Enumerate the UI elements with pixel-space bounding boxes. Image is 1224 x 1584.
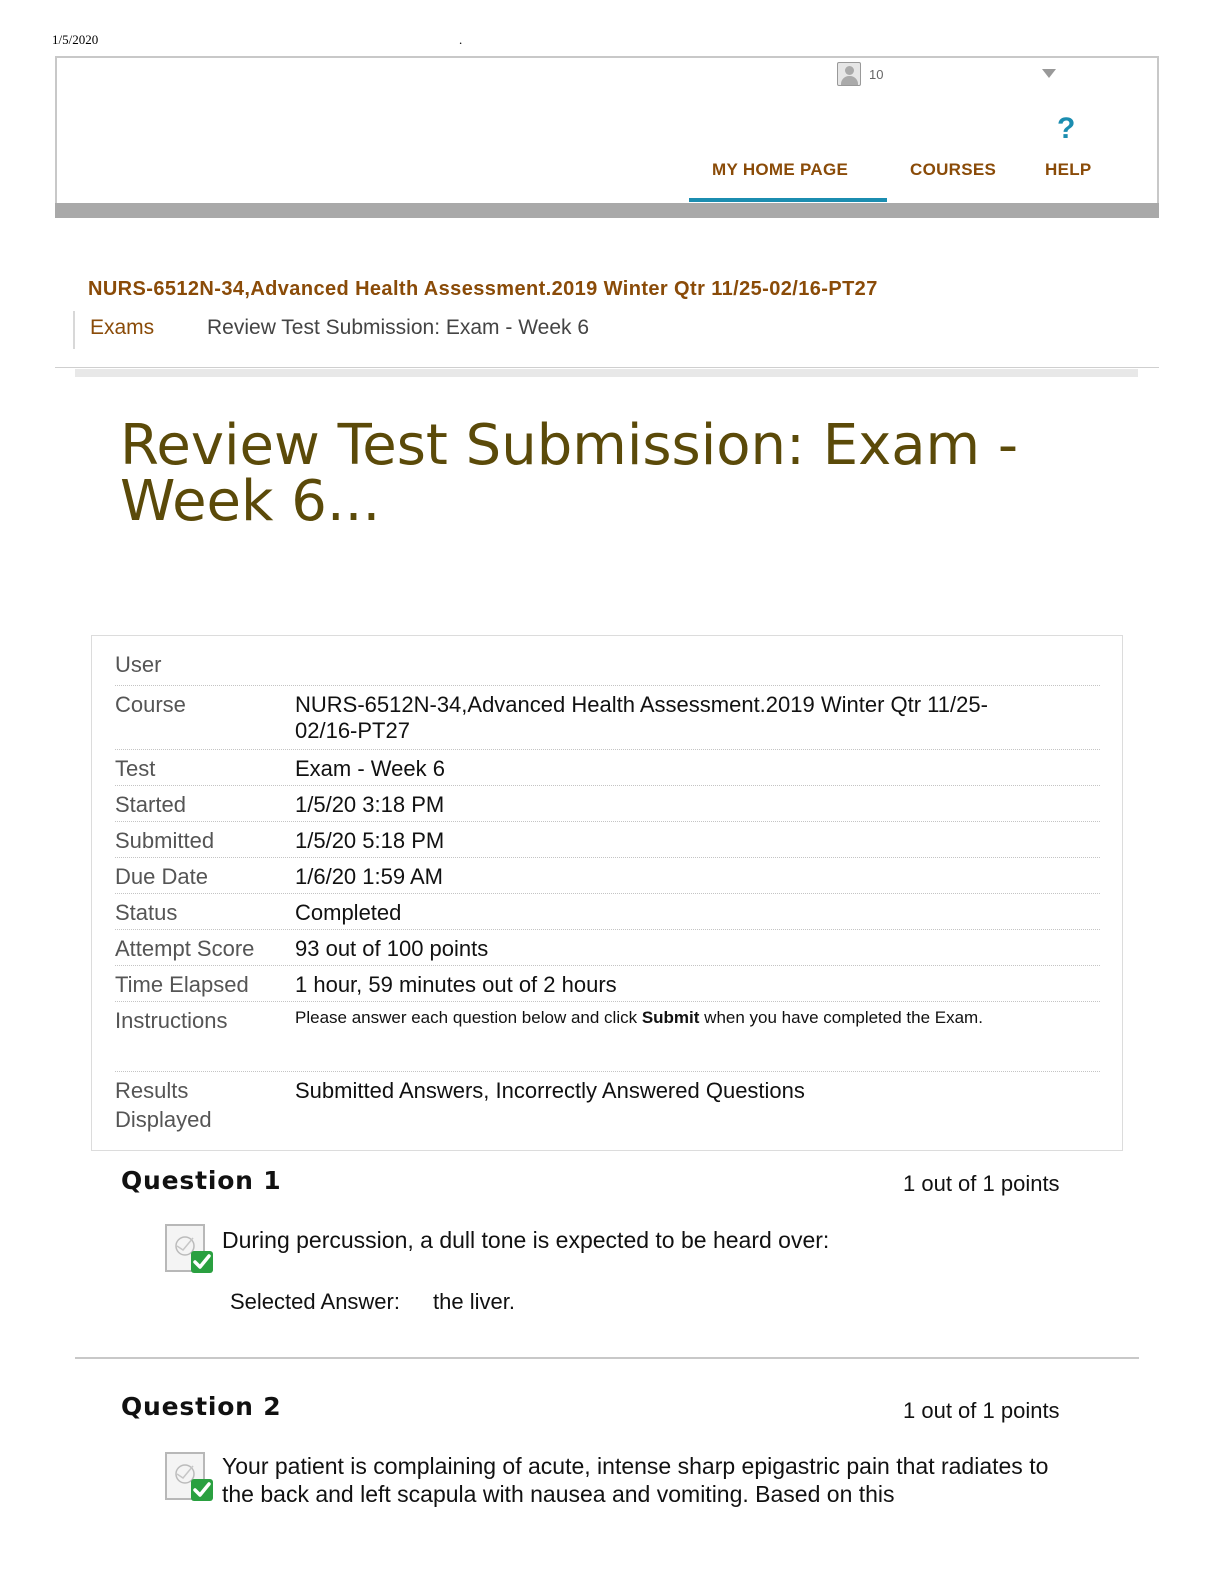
print-date: 1/5/2020 xyxy=(52,32,99,47)
correct-answer-icon xyxy=(165,1452,215,1502)
detail-value-submitted: 1/5/20 5:18 PM xyxy=(295,828,445,853)
help-icon[interactable]: ? xyxy=(1057,112,1076,145)
nav-courses[interactable]: COURSES xyxy=(910,160,997,179)
breadcrumb-current: Review Test Submission: Exam - Week 6 xyxy=(207,316,590,339)
question-1-title: Question 1 xyxy=(121,1166,282,1195)
detail-row-attempt-score xyxy=(115,930,1100,966)
question-2-text: Your patient is complaining of acute, intense sharp epigastric pain that radiates to the back and left scapula with nausea and vomiting. Based on this xyxy=(222,1453,1049,1507)
detail-row-due-date xyxy=(115,858,1100,894)
detail-label-results-displayed xyxy=(115,1076,212,1134)
nav-help[interactable]: HELP xyxy=(1045,160,1092,179)
detail-label-instructions: Instructions xyxy=(115,1008,228,1033)
nav-active-indicator xyxy=(689,198,887,202)
page-title: Review Test Submission: Exam - Week 6... xyxy=(120,413,1019,534)
detail-label-due-date: Due Date xyxy=(115,864,208,889)
detail-label-course: Course xyxy=(115,692,186,717)
detail-label-user: User xyxy=(115,652,162,677)
detail-row-user xyxy=(115,646,1100,686)
question-divider xyxy=(75,1357,1139,1359)
divider xyxy=(55,367,1159,368)
detail-value-instructions xyxy=(295,1008,1065,1028)
selected-answer-label: Selected Answer: xyxy=(230,1289,400,1314)
instructions-submit-keyword: Submit xyxy=(641,1008,700,1027)
user-count: 10 xyxy=(869,66,884,82)
detail-row-submitted xyxy=(115,822,1100,858)
nav-my-home-page[interactable]: MY HOME PAGE xyxy=(712,160,849,179)
chevron-down-icon[interactable] xyxy=(1042,69,1056,78)
question-2-points: 1 out of 1 points xyxy=(903,1398,1060,1423)
detail-row-results-displayed xyxy=(115,1072,1100,1142)
selected-answer-value: the liver. xyxy=(433,1289,515,1314)
detail-label-test: Test xyxy=(115,756,156,781)
detail-label-status: Status xyxy=(115,900,178,925)
topbar-bottom-bar xyxy=(55,203,1159,218)
submission-details xyxy=(91,635,1123,1151)
detail-value-test: Exam - Week 6 xyxy=(295,756,445,781)
detail-value-course xyxy=(295,692,988,744)
detail-value-course-line2: 02/16-PT27 xyxy=(295,718,410,743)
print-header-dot: . xyxy=(459,32,463,47)
detail-value-results-displayed: Submitted Answers, Incorrectly Answered Questions xyxy=(295,1078,805,1103)
detail-label-started: Started xyxy=(115,792,186,817)
detail-row-started xyxy=(115,786,1100,822)
correct-answer-icon xyxy=(165,1224,215,1274)
top-navigation-bar xyxy=(55,56,1159,218)
course-title[interactable]: NURS-6512N-34,Advanced Health Assessment.2019 Winter Qtr 11/25-02/16-PT27 xyxy=(88,278,878,300)
detail-row-time-elapsed xyxy=(115,966,1100,1002)
detail-row-status xyxy=(115,894,1100,930)
detail-label-results-line1: Results xyxy=(115,1078,189,1103)
divider-shadow xyxy=(75,369,1138,377)
breadcrumb-exams-link[interactable]: Exams xyxy=(90,316,155,339)
detail-label-submitted: Submitted xyxy=(115,828,215,853)
breadcrumb-divider xyxy=(73,311,75,349)
detail-row-instructions xyxy=(115,1002,1100,1072)
detail-label-results-line2: Displayed xyxy=(115,1107,212,1132)
question-1-text: During percussion, a dull tone is expected to be heard over: xyxy=(222,1227,830,1253)
detail-value-due-date: 1/6/20 1:59 AM xyxy=(295,864,443,889)
detail-value-status: Completed xyxy=(295,900,402,925)
detail-label-attempt-score: Attempt Score xyxy=(115,936,255,961)
detail-value-course-line1: NURS-6512N-34,Advanced Health Assessment.2019 Winter Qtr 11/25- xyxy=(295,692,988,717)
detail-row-test xyxy=(115,750,1100,786)
detail-label-time-elapsed: Time Elapsed xyxy=(115,972,249,997)
question-2-title: Question 2 xyxy=(121,1392,282,1421)
detail-value-started: 1/5/20 3:18 PM xyxy=(295,792,445,817)
question-1-points: 1 out of 1 points xyxy=(903,1171,1060,1196)
user-menu[interactable] xyxy=(837,62,883,86)
detail-value-attempt-score: 93 out of 100 points xyxy=(295,936,489,961)
instructions-text: Please answer each question below and click xyxy=(295,1008,642,1027)
instructions-text-end: when you have completed the Exam. xyxy=(699,1008,983,1027)
detail-row-course xyxy=(115,686,1100,750)
detail-value-time-elapsed: 1 hour, 59 minutes out of 2 hours xyxy=(295,972,617,997)
avatar-icon xyxy=(837,62,861,86)
